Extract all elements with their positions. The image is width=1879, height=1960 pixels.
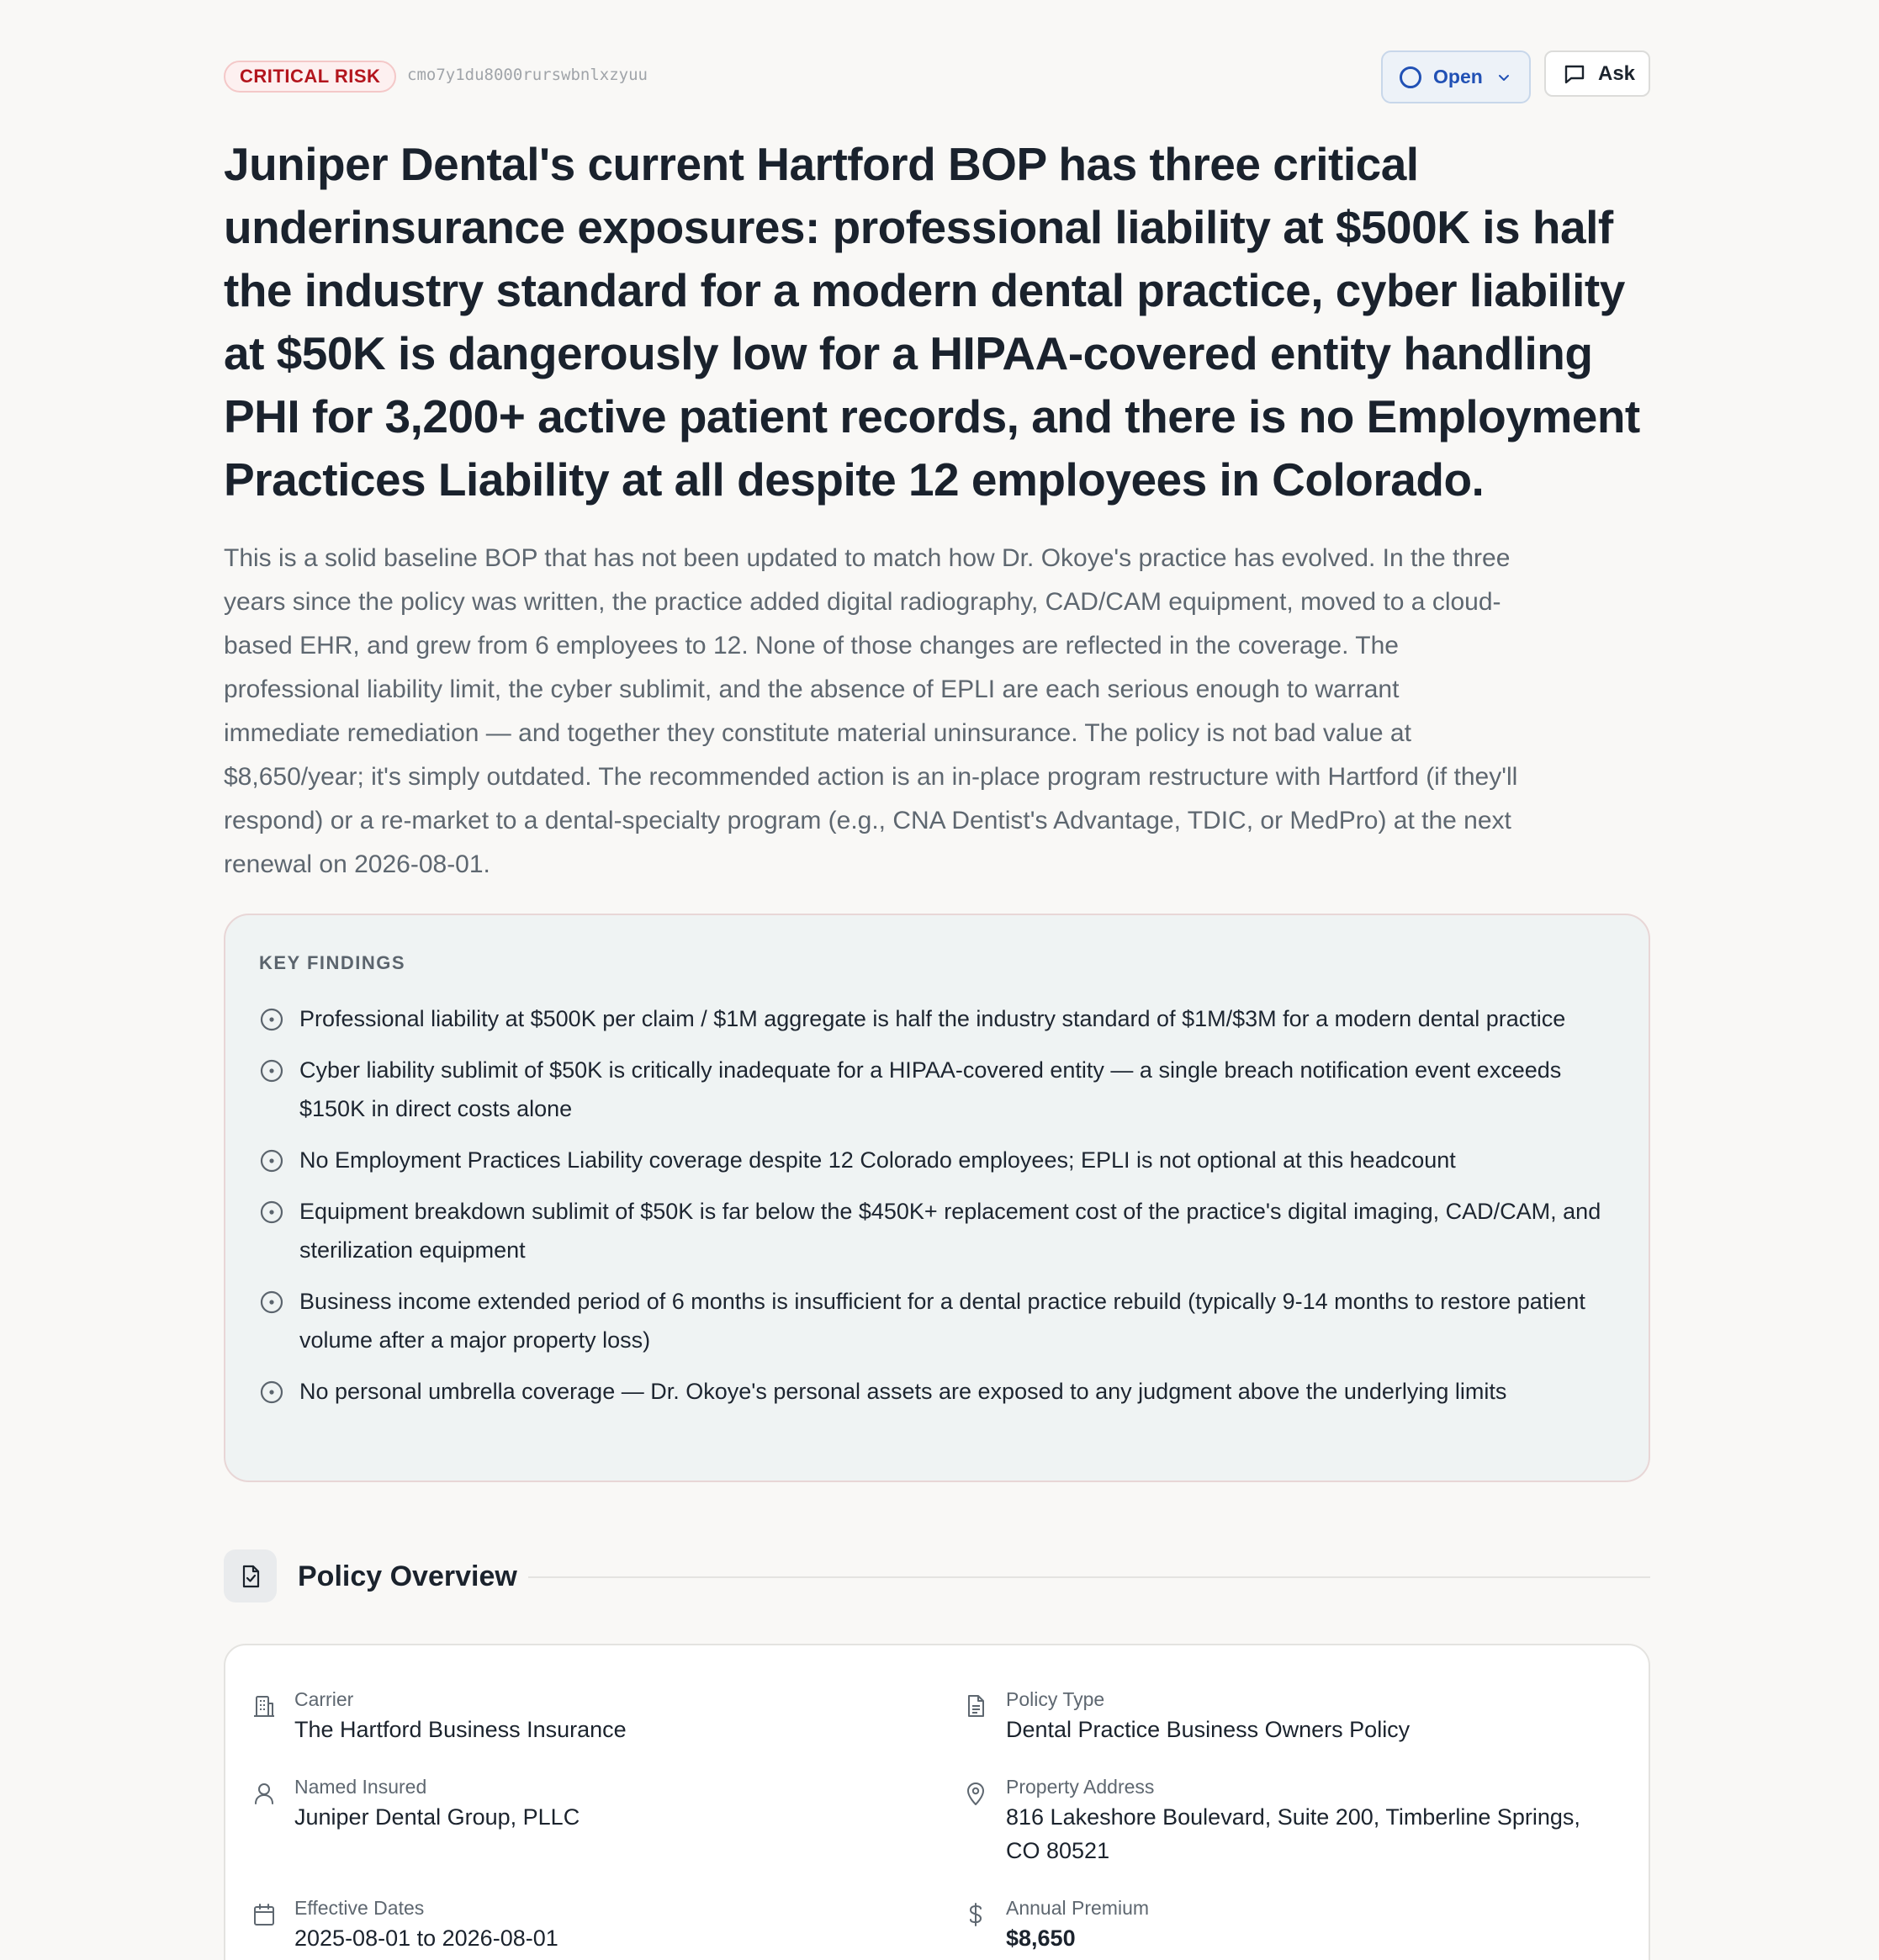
map-pin-icon (962, 1780, 989, 1807)
finding-text: Professional liability at $500K per claim / $1M aggregate is half the industry standard of $1M/$3M for a modern dental practice (299, 1006, 1566, 1031)
section-title: Policy Overview (298, 1560, 517, 1592)
building-icon (251, 1692, 278, 1719)
finding-text: Cyber liability sublimit of $50K is critically inadequate for a HIPAA-covered entity — a single breach notification event exceeds $150K in direct costs alone (299, 1057, 1562, 1121)
finding-item (259, 1372, 1615, 1411)
finding-item (259, 1192, 1615, 1269)
target-icon (259, 1058, 284, 1083)
policy-overview-header (224, 1549, 1650, 1603)
dollar-icon (962, 1901, 989, 1928)
page-headline: Juniper Dental's current Hartford BOP has three critical underinsurance exposures: professional liability at $500K is half the industry standard for a modern dental practice, cyber liability at $50K is dangerously low for a HIPAA-covered entity handling PHI for 3,200+ active patient records, and there is no Employment Practices Liability at all despite 12 employees in Colorado. (224, 138, 1640, 506)
target-icon (259, 1007, 284, 1032)
key-findings-title: KEY FINDINGS (259, 952, 406, 973)
property-address-value: 816 Lakeshore Boulevard, Suite 200, Timberline Springs, CO 80521 (1006, 1804, 1580, 1863)
chevron-down-icon (1496, 70, 1511, 85)
target-icon (259, 1290, 284, 1315)
finding-item (259, 999, 1615, 1038)
status-dropdown-button[interactable] (1381, 50, 1531, 103)
target-icon (259, 1200, 284, 1225)
field-policy-type (962, 1686, 1410, 1746)
calendar-icon (251, 1901, 278, 1928)
annual-premium-value: $8,650 (1006, 1926, 1076, 1951)
key-findings-list (259, 999, 1615, 1411)
header-row (224, 50, 1650, 104)
user-icon (251, 1780, 278, 1807)
field-carrier (251, 1686, 627, 1746)
effective-dates-value: 2025-08-01 to 2026-08-01 (294, 1926, 558, 1951)
record-id: cmo7y1du8000rurswbnlxzyuu (407, 66, 648, 84)
status-label: Open (1433, 66, 1483, 87)
finding-item (259, 1051, 1615, 1128)
key-findings-panel (224, 914, 1650, 1482)
file-text-icon (962, 1692, 989, 1719)
ask-label: Ask (1598, 61, 1636, 85)
policy-type-value: Dental Practice Business Owners Policy (1006, 1717, 1411, 1742)
field-effective-dates (251, 1894, 558, 1955)
carrier-value: The Hartford Business Insurance (294, 1717, 627, 1742)
summary-paragraph: This is a solid baseline BOP that has not been updated to match how Dr. Okoye's practice has evolved. In the three years since the policy was written, the practice added digital radiography, CAD/CAM equipment, moved to a cloud-based EHR, and grew from 6 employees to 12. None of those changes are reflected in the coverage. The professional liability limit, the cyber sublimit, and the absence of EPLI are each serious enough to warrant immediate remediation — and together they constitute material uninsurance. The policy is not bad value at $8,650/year; it's simply outdated. The recommended action is an in-place program restructure with Hartford (if they'll respond) or a re-market to a dental-specialty program (e.g., CNA Dentist's Advantage, TDIC, or MedPro) at the next renewal on 2026-08-01. (224, 544, 1518, 878)
finding-text: Equipment breakdown sublimit of $50K is far below the $450K+ replacement cost of the practice's digital imaging, CAD/CAM, and sterilization equipment (299, 1199, 1601, 1263)
policy-type-label: Policy Type (1006, 1688, 1105, 1710)
target-icon (259, 1380, 284, 1405)
finding-item (259, 1282, 1615, 1359)
ask-button[interactable] (1544, 50, 1650, 97)
finding-text: Business income extended period of 6 months is insufficient for a dental practice rebuild (typically 9-14 months to restore patient volume after a major property loss) (299, 1289, 1585, 1353)
annual-premium-label: Annual Premium (1006, 1897, 1150, 1919)
finding-text: No Employment Practices Liability coverage despite 12 Colorado employees; EPLI is not optional at this headcount (299, 1147, 1456, 1173)
finding-item (259, 1141, 1615, 1179)
named-insured-value: Juniper Dental Group, PLLC (294, 1804, 580, 1830)
circle-icon (1400, 66, 1421, 88)
property-address-label: Property Address (1006, 1776, 1155, 1798)
named-insured-label: Named Insured (294, 1776, 427, 1798)
field-named-insured (251, 1773, 580, 1834)
policy-overview-card (224, 1644, 1650, 1960)
risk-badge: CRITICAL RISK (224, 61, 396, 93)
field-annual-premium (962, 1894, 1149, 1955)
carrier-label: Carrier (294, 1688, 354, 1710)
section-divider (528, 1576, 1650, 1578)
finding-text: No personal umbrella coverage — Dr. Okoye's personal assets are exposed to any judgment above the underlying limits (299, 1379, 1507, 1404)
file-check-icon (224, 1549, 277, 1602)
field-property-address (962, 1773, 1627, 1867)
effective-dates-label: Effective Dates (294, 1897, 425, 1919)
message-square-icon (1563, 62, 1586, 86)
target-icon (259, 1148, 284, 1173)
